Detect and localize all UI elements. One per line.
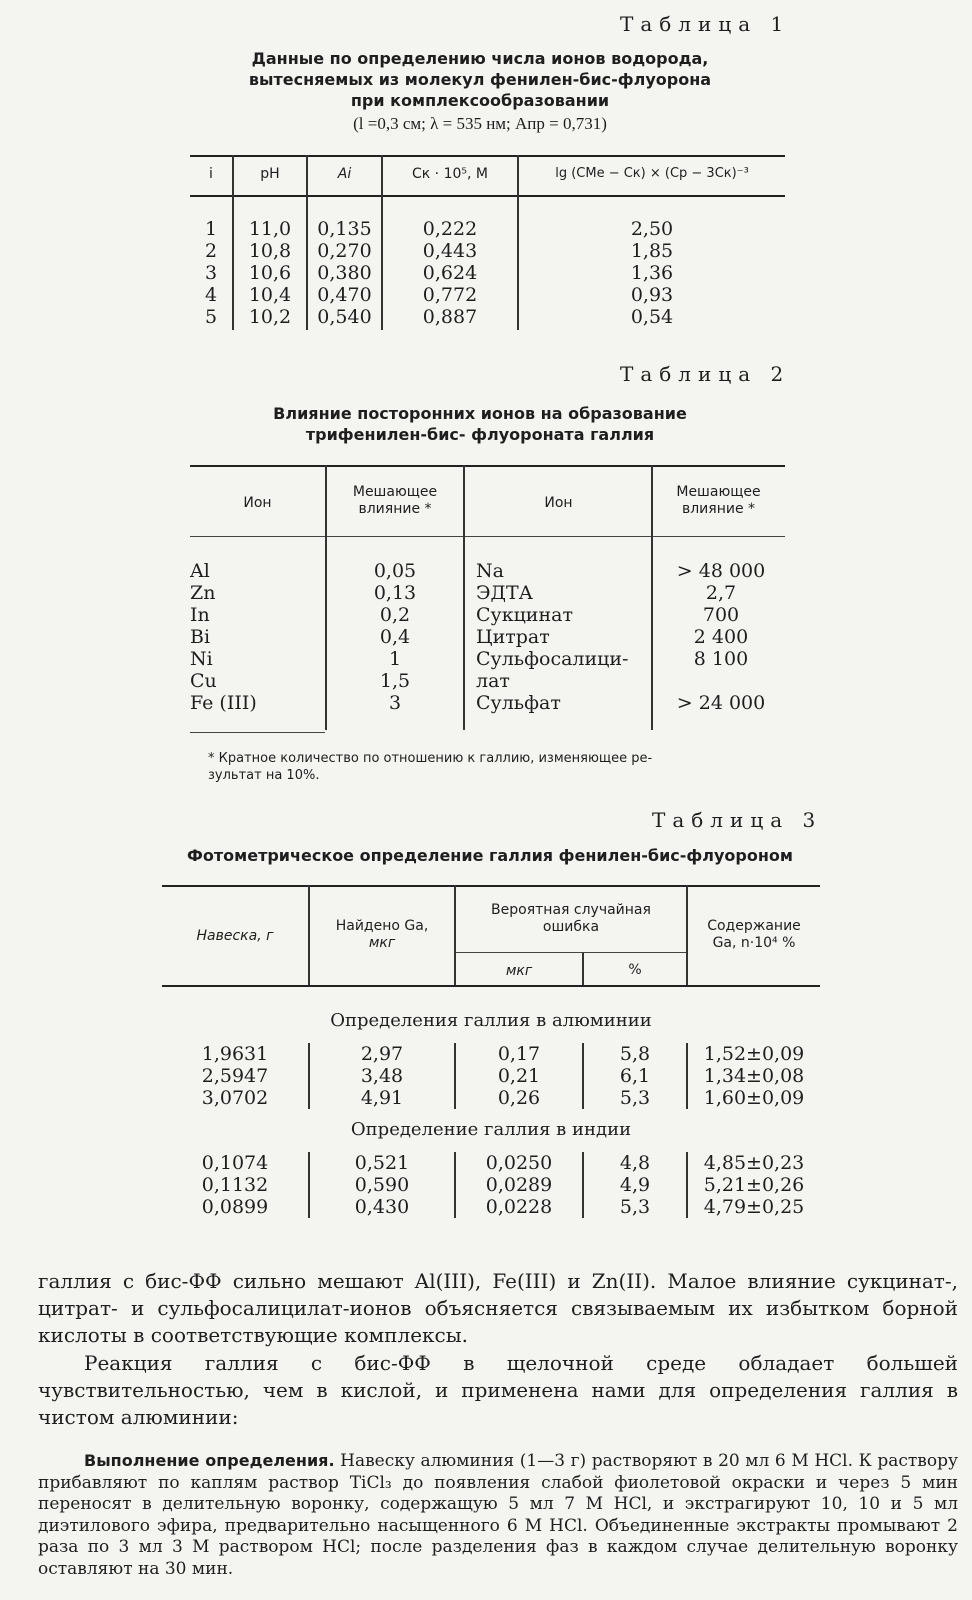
table-row (190, 218, 785, 240)
table1-header: lg (CMe − Cк) × (Cp − 3Cк)⁻³ (555, 166, 749, 181)
table2-label: Таблица 2 (620, 362, 791, 386)
table-row (190, 284, 785, 306)
table3-vline (308, 1152, 310, 1218)
table-cell: 11,0 (248, 218, 292, 240)
table-cell: 3 (204, 262, 218, 284)
table-cell: Ni (190, 648, 213, 670)
table-cell: 4 (204, 284, 218, 306)
table-row (476, 582, 781, 604)
table-row (190, 582, 460, 604)
table1-header-rule (190, 195, 785, 197)
table-cell: 1,9631 (201, 1043, 269, 1065)
table3-caption: Фотометрическое определение галлия фенилен-бис-флуороном (187, 846, 793, 865)
table-cell: 10,4 (248, 284, 292, 306)
table-cell: 2 400 (693, 626, 749, 648)
table-cell: > 48 000 (676, 560, 766, 582)
table2-bottom-rule (190, 732, 325, 733)
table3-vline (582, 1152, 584, 1218)
table-cell: 1,85 (630, 240, 674, 262)
table-cell: Bi (190, 626, 211, 648)
table2-left-body (190, 560, 460, 714)
table2-header: Мешающее влияние * (352, 484, 438, 517)
table-cell: 0,624 (422, 262, 478, 284)
table-cell: 3,48 (360, 1065, 404, 1087)
table1-caption: Данные по определению числа ионов водорода, вытесняемых из молекул фенилен-бис-флуорона при комплексообразовании (248, 49, 712, 110)
table-cell: 0,2 (379, 604, 411, 626)
table-cell: Cu (190, 670, 217, 692)
table3-header-error-mkg: мкг (505, 963, 533, 979)
table2-right-body (476, 560, 781, 714)
table-cell: 5,3 (619, 1196, 651, 1218)
table-cell: 0,470 (317, 284, 372, 306)
table-cell: 0,26 (497, 1087, 541, 1109)
table2-header: Ион (544, 495, 573, 511)
table-cell: 2,7 (705, 582, 737, 604)
table-cell: 1,36 (630, 262, 674, 284)
table-cell: 0,0250 (485, 1152, 553, 1174)
table-cell: Сульфосалици- (476, 648, 629, 670)
table1-header: i (209, 166, 213, 182)
table-row (190, 262, 785, 284)
table2-vline (463, 465, 465, 730)
table-cell: 0,443 (422, 240, 478, 262)
table-row (190, 560, 460, 582)
table-cell: 0,13 (373, 582, 417, 604)
table-cell: 0,540 (317, 306, 372, 328)
table-cell: 5 (204, 306, 218, 328)
table-cell: 2,50 (630, 218, 674, 240)
table-cell: 3,0702 (201, 1087, 269, 1109)
table2-header-rule (190, 536, 785, 537)
table3-vline (454, 1043, 456, 1109)
table-cell: 0,772 (422, 284, 478, 306)
table-row (476, 670, 781, 692)
table-row (190, 626, 460, 648)
table-cell: 700 (702, 604, 740, 626)
table-cell: 10,2 (248, 306, 292, 328)
table-cell: Цитрат (476, 626, 550, 648)
table-cell: 1,5 (379, 670, 411, 692)
table3-error-subrule (456, 952, 686, 953)
table3-header-error-pct: % (628, 962, 642, 978)
table-cell: 1 (204, 218, 218, 240)
table-row (476, 648, 781, 670)
table1-header: Cк · 10⁵, M (412, 166, 488, 182)
table-cell: 0,270 (317, 240, 372, 262)
table-cell: 0,0899 (201, 1196, 269, 1218)
table-cell: 0,0289 (485, 1174, 553, 1196)
table-cell: 0,54 (630, 306, 674, 328)
group-title: Определения галлия в алюминии (330, 1010, 652, 1031)
table2-footnote: * Кратное количество по отношению к галлию, изменяющее ре- зультат на 10%. (208, 751, 653, 783)
table3-header-content: Содержание Ga, n·10⁴ % (707, 918, 801, 951)
body-paragraph-2: Реакция галлия с бис-ФФ в щелочной среде обладает большей чувствительностью, чем в кислой, и применена нами для определения галлия в чистом алюминии: (38, 1351, 958, 1429)
table-cell: Fe (III) (190, 692, 257, 714)
table-cell: 0,1132 (201, 1174, 269, 1196)
table-cell: 0,521 (354, 1152, 410, 1174)
table2-top-rule (190, 465, 785, 467)
table-cell: 5,3 (619, 1087, 651, 1109)
table3-vline (308, 1043, 310, 1109)
table1-params: (l =0,3 см; λ = 535 нм; Aпр = 0,731) (353, 114, 607, 133)
table-cell: лат (476, 670, 510, 692)
table-row (190, 306, 785, 328)
table-cell: 4,9 (619, 1174, 651, 1196)
table3-header-error: Вероятная случайная ошибка (491, 902, 651, 935)
table-cell: 3 (388, 692, 402, 714)
table1-label: Таблица 1 (620, 12, 791, 36)
table-row (476, 560, 781, 582)
procedure-paragraph (38, 1450, 958, 1580)
table-cell: 4,91 (360, 1087, 404, 1109)
table1-top-rule (190, 155, 785, 157)
table-cell: 0,21 (497, 1065, 541, 1087)
table-cell: 1,34±0,08 (703, 1065, 805, 1087)
table-cell: 0,17 (497, 1043, 541, 1065)
table-cell: 0,590 (354, 1174, 410, 1196)
table-cell: 2 (204, 240, 218, 262)
procedure-title: Выполнение определения. (84, 1451, 335, 1470)
table-row (476, 692, 781, 714)
table1-header: Ai (337, 166, 352, 182)
table3-header-found: Найдено Ga, мкг (335, 918, 429, 951)
table3-header-rule (162, 985, 820, 987)
table-row (190, 692, 460, 714)
table2-header: Мешающее влияние * (676, 484, 761, 517)
table1-body (190, 218, 785, 328)
table-cell: 8 100 (693, 648, 749, 670)
table-cell: Zn (190, 582, 216, 604)
table3-vline (686, 1152, 688, 1218)
table-cell: 5,8 (619, 1043, 651, 1065)
procedure-text: Навеску алюминия (1—3 г) растворяют в 20 мл 6 M HCl. К раствору прибавляют по каплям раствор TiCl₃ до появления слабой фиолетовой окраски и через 5 мин переносят в делительную воронку, содержащую 5 мл 7 M HCl, и экстрагируют 10, 10 и 5 мл диэтилового эфира, предварительно насыщенного 6 M HCl. Объединенные экстракты промывают 2 раза по 3 мл 3 M раствором HCl; после разделения фаз в каждом случае делительную воронку оставляют на 30 мин. (38, 1451, 958, 1579)
table-cell: 10,8 (248, 240, 292, 262)
table-cell: 1 (388, 648, 402, 670)
table3-vline (454, 1152, 456, 1218)
table-cell: 0,380 (317, 262, 372, 284)
table3-vline (686, 1043, 688, 1109)
table-cell: 0,1074 (201, 1152, 269, 1174)
table-cell: 0,05 (373, 560, 417, 582)
table-cell: 1,60±0,09 (703, 1087, 805, 1109)
table-cell: 0,887 (422, 306, 478, 328)
table-cell: Сукцинат (476, 604, 573, 626)
table-cell: 0,430 (354, 1196, 410, 1218)
table-cell: 4,8 (619, 1152, 651, 1174)
table3-label: Таблица 3 (652, 808, 823, 832)
table-cell: 0,0228 (485, 1196, 553, 1218)
table-cell: 0,4 (379, 626, 411, 648)
table-row (476, 604, 781, 626)
table-row (476, 626, 781, 648)
table-cell: 10,6 (248, 262, 292, 284)
table2-header: Ион (243, 495, 272, 511)
table-cell: 4,79±0,25 (703, 1196, 805, 1218)
table-cell: > 24 000 (676, 692, 766, 714)
table-cell: 0,135 (317, 218, 372, 240)
table-cell: 1,52±0,09 (703, 1043, 805, 1065)
group-title: Определение галлия в индии (350, 1119, 632, 1140)
table-cell: In (190, 604, 210, 626)
table-row (190, 670, 460, 692)
table-row (190, 240, 785, 262)
table-cell: 4,85±0,23 (703, 1152, 805, 1174)
table-row (190, 604, 460, 626)
table-cell: 0,93 (630, 284, 674, 306)
table1-header: pH (260, 166, 280, 182)
table-cell: 5,21±0,26 (703, 1174, 805, 1196)
table-cell: Na (476, 560, 504, 582)
body-paragraph-1: галлия с бис-ФФ сильно мешают Al(III), Fe(III) и Zn(II). Малое влияние сукцинат-, цитрат- и сульфосалицилат-ионов объясняется связываемым их избытком борной кислоты в соответствующие комплексы. (38, 1269, 958, 1347)
table-cell: Al (190, 560, 210, 582)
table-cell: 2,97 (360, 1043, 404, 1065)
table-cell: 2,5947 (201, 1065, 269, 1087)
table-cell: 6,1 (619, 1065, 651, 1087)
table-cell: Сульфат (476, 692, 561, 714)
table-cell: 0,222 (422, 218, 478, 240)
table-row (190, 648, 460, 670)
table3-top-rule (162, 885, 820, 887)
table3-header-sample: Навеска, г (196, 928, 274, 944)
table3-vline (582, 1043, 584, 1109)
table2-caption: Влияние посторонних ионов на образование трифенилен-бис- флуороната галлия (273, 404, 687, 444)
table-cell: ЭДТА (476, 582, 534, 604)
